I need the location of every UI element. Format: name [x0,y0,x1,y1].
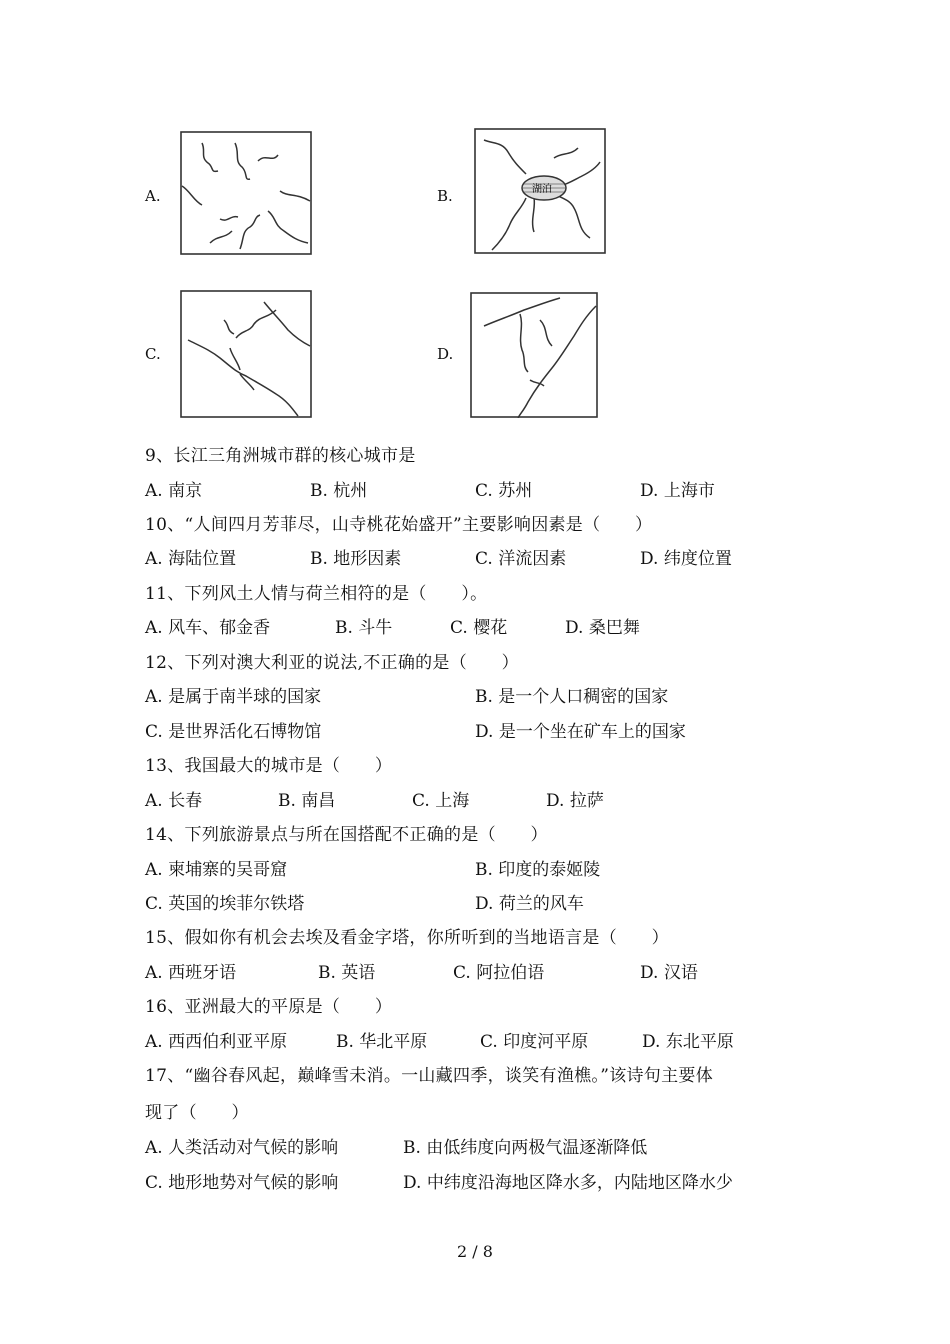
q11-option-d: D. 桑巴舞 [565,618,640,638]
q9-option-a: A. 南京 [145,481,203,501]
question-11-stem: 11、下列风土人情与荷兰相符的是（ ）。 [145,584,488,604]
q17-option-b: B. 由低纬度向两极气温逐渐降低 [403,1138,648,1158]
question-17-stem: 17、“幽谷春风起，巅峰雪未消。一山藏四季，谈笑有渔樵。”该诗句主要体 [145,1066,714,1086]
q9-option-c: C. 苏州 [475,481,533,501]
q11-option-c: C. 樱花 [450,618,508,638]
question-14-stem: 14、下列旅游景点与所在国搭配不正确的是（ ） [145,825,548,845]
q13-option-c: C. 上海 [412,791,470,811]
q10-option-b: B. 地形因素 [310,549,402,569]
q17-option-d: D. 中纬度沿海地区降水多，内陆地区降水少 [403,1173,733,1193]
lake-label: 湖泊 [532,184,552,195]
q13-option-b: B. 南昌 [278,791,336,811]
q9-option-d: D. 上海市 [640,481,715,501]
map-d-label: D. [437,345,454,363]
q17-option-a: A. 人类活动对气候的影响 [145,1138,339,1158]
q9-option-b: B. 杭州 [310,481,368,501]
q11-option-a: A. 风车、郁金香 [145,618,271,638]
q13-option-a: A. 长春 [145,791,203,811]
page-number: 2 / 8 [457,1242,493,1261]
q12-option-c: C. 是世界活化石博物馆 [145,722,322,742]
q12-option-d: D. 是一个坐在矿车上的国家 [475,722,686,742]
q14-option-d: D. 荷兰的风车 [475,894,584,914]
q13-option-d: D. 拉萨 [546,791,604,811]
q16-option-c: C. 印度河平原 [480,1032,589,1052]
q17-option-c: C. 地形地势对气候的影响 [145,1173,339,1193]
q10-option-d: D. 纬度位置 [640,549,732,569]
question-13-stem: 13、我国最大的城市是（ ） [145,756,393,776]
map-c-figure [180,290,312,418]
q11-option-b: B. 斗牛 [335,618,393,638]
q12-option-a: A. 是属于南半球的国家 [145,687,322,707]
q16-option-b: B. 华北平原 [336,1032,428,1052]
q14-option-a: A. 柬埔寨的吴哥窟 [145,860,288,880]
map-b-label: B. [437,187,453,205]
question-10-stem: 10、“人间四月芳菲尽，山寺桃花始盛开”主要影响因素是（ ） [145,515,653,535]
q10-option-a: A. 海陆位置 [145,549,237,569]
map-b-figure [474,128,606,254]
question-16-stem: 16、亚洲最大的平原是（ ） [145,997,393,1017]
q15-option-b: B. 英语 [318,963,376,983]
question-15-stem: 15、假如你有机会去埃及看金字塔，你所听到的当地语言是（ ） [145,928,669,948]
q16-option-a: A. 西西伯利亚平原 [145,1032,288,1052]
question-9-stem: 9、长江三角洲城市群的核心城市是 [145,446,416,466]
q15-option-d: D. 汉语 [640,963,698,983]
q16-option-d: D. 东北平原 [642,1032,734,1052]
q12-option-b: B. 是一个人口稠密的国家 [475,687,669,707]
map-d-figure [470,292,598,418]
question-12-stem: 12、下列对澳大利亚的说法,不正确的是（ ） [145,653,519,673]
q15-option-c: C. 阿拉伯语 [453,963,545,983]
q15-option-a: A. 西班牙语 [145,963,237,983]
map-a-label: A. [145,187,161,205]
q14-option-b: B. 印度的泰姬陵 [475,860,601,880]
map-c-label: C. [145,345,161,363]
map-a-figure [180,131,312,255]
question-17-stem-continued: 现了（ ） [145,1103,249,1123]
q10-option-c: C. 洋流因素 [475,549,567,569]
q14-option-c: C. 英国的埃菲尔铁塔 [145,894,305,914]
